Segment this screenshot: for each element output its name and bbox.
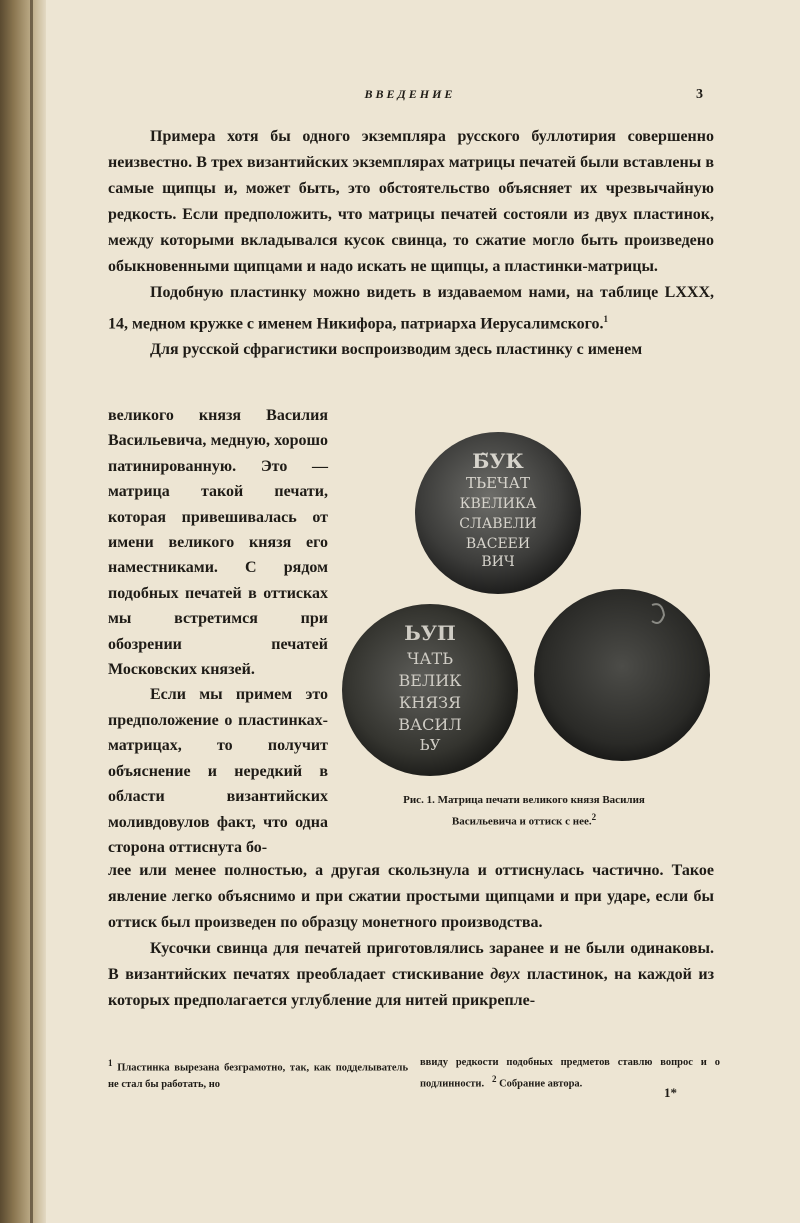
body-text-bottom (108, 858, 714, 1014)
svg-text:ЬУ: ЬУ (419, 736, 441, 754)
paragraph-3-start: Для русской сфрагистики воспроизводим здесь пластинку с именем (150, 341, 643, 359)
coin-illustration (330, 400, 730, 800)
footnote-ref-2: 2 (591, 812, 597, 822)
svg-text:КВЕЛИКА: КВЕЛИКА (459, 496, 537, 512)
svg-text:ЧАТЬ: ЧАТЬ (407, 649, 453, 668)
footnote-2-mark: 2 (491, 1074, 497, 1084)
narrow-column-text (108, 403, 328, 860)
impression-back (534, 589, 710, 761)
paragraph-1: Примера хотя бы одного экземпляра русского буллотирия совершенно неизвестно. В трех византийских экземплярах матрицы печатей были вставлены в самые щипцы и, может быть, это обстоятельство объясняет их чрезвычайную редкость. Если предположить, что матрицы печатей состояли из двух пластинок, между которыми вкладывался кусок свинца, то сжатие могло быть произведено обыкновенными щипцами и надо искать не щипцы, а пластинки-матрицы. (108, 128, 714, 275)
printer-signature: 1* (664, 1085, 677, 1100)
matrix-coin (415, 432, 581, 594)
paragraph-2: Подобную пластинку можно видеть в издаваемом нами, на таблице LXXX, 14, медном кружке с именем Никифора, патриарха Иерусалимского.$^1$ (108, 284, 714, 333)
footnote-2: Собрание автора. (499, 1078, 583, 1090)
svg-text:ВЕЛИК: ВЕЛИК (398, 671, 462, 690)
paragraph-5: Кусочки свинца для печатей приготовлялись заранее и не были одинаковы. В византийских печатях преобладает стискивание двух пластинок, на каждой из которых предполагается углубление для нитей прикрепле- (108, 940, 714, 1009)
svg-text:СЛАВЕЛИ: СЛАВЕЛИ (459, 516, 537, 532)
caption-line-2: Васильевича и оттиск с нее.$^2$ (451, 812, 597, 828)
figure-caption (358, 792, 690, 831)
caption-line-1: Рис. 1. Матрица печати великого князя Василия (403, 794, 645, 806)
impression-front (342, 604, 518, 776)
book-spine-shadow (0, 0, 46, 1223)
page-gutter-edge (30, 0, 33, 1223)
svg-text:ВАСЕЕИ: ВАСЕЕИ (465, 536, 531, 552)
footnote-1: $^1$ Пластинка вырезана безграмотно, так, как подделыватель не стал бы работать, но (108, 1058, 409, 1090)
svg-text:ВИЧ: ВИЧ (481, 554, 515, 570)
svg-text:Б̃УК: Б̃УК (472, 449, 524, 473)
footnote-1-continuation: ввиду редкости подобных предметов ставлю вопрос и о подлинности. $^2$ Собрание автора. (420, 1057, 720, 1090)
svg-text:КНЯЗЯ: КНЯЗЯ (398, 693, 462, 712)
svg-text:ТЬЕЧАТ: ТЬЕЧАТ (465, 474, 531, 492)
svg-text:ВАСИЛ: ВАСИЛ (398, 715, 462, 734)
paragraph-4-continuation: лее или менее полностью, а другая скользнула и оттиснулась частично. Такое явление легко объяснимо и при сжатии простыми щипцами и при ударе, если бы оттиск был произведен по образцу монетного производства. (108, 862, 714, 931)
coin-figure (330, 400, 730, 800)
running-title: ВВЕДЕНИЕ (364, 87, 456, 101)
narrow-paragraph-2: Если мы примем это предположение о пластинках-матрицах, то получит объяснение и нередкий в области византийских моливдовулов факт, что одна сторона оттиснута бо- (108, 686, 328, 856)
body-text-top (108, 124, 714, 363)
page-number: 3 (696, 87, 703, 102)
narrow-paragraph-1: великого князя Василия Васильевича, медную, хорошо патинированную. Это — матрица такой печати, которая привешивалась от имени великого князя его наместниками. С рядом подобных печатей в оттисках мы встретимся при обозрении печатей Московских князей. (108, 407, 328, 679)
footnote-ref-1: 1 (603, 314, 608, 324)
svg-text:ЬУП: ЬУП (404, 621, 456, 645)
emphasis: двух (490, 966, 521, 983)
